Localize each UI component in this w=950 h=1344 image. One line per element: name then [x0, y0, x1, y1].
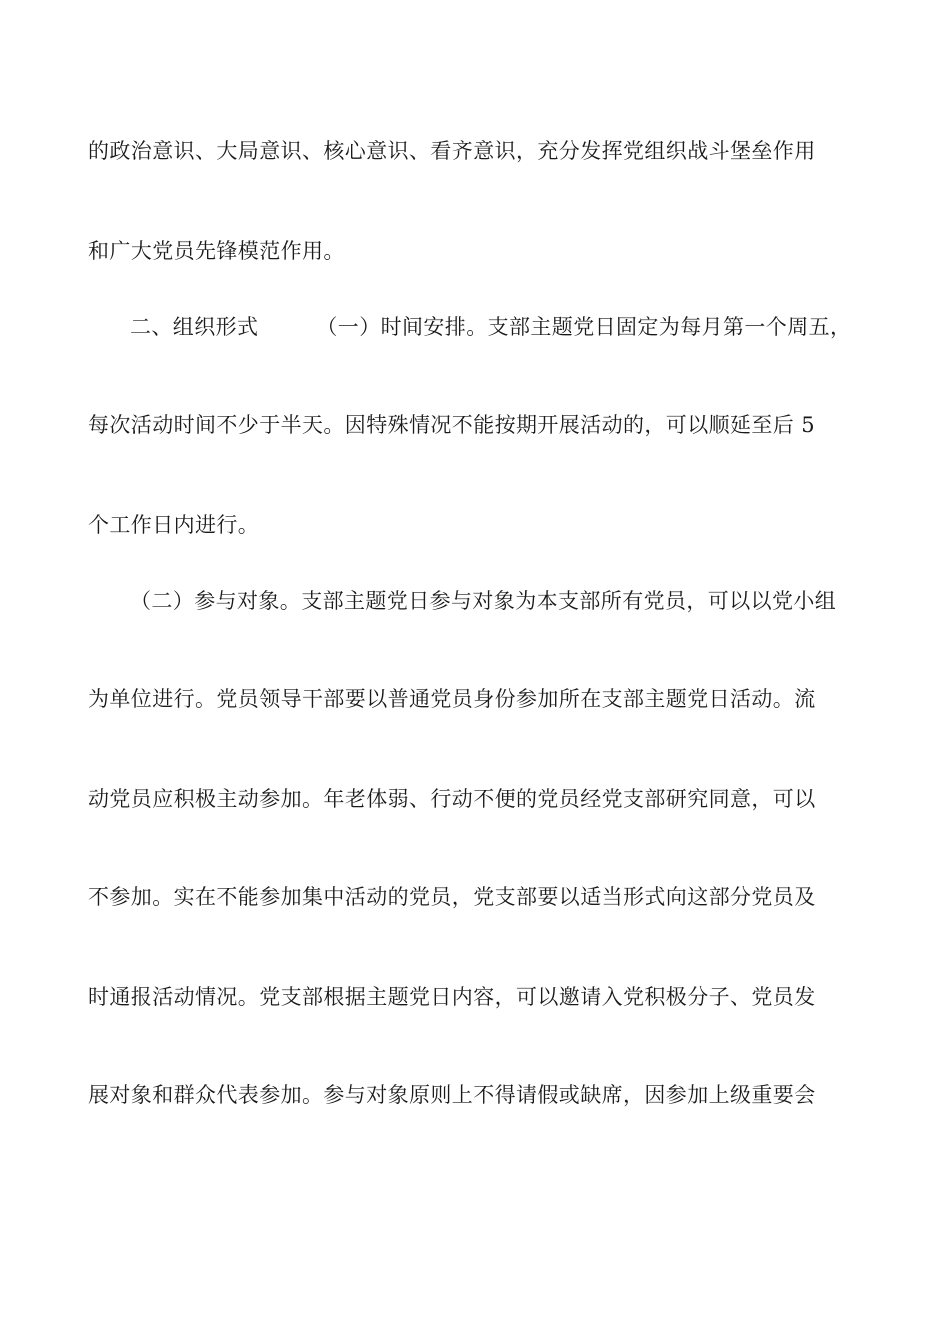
paragraph-line-4: 个工作日内进行。: [88, 513, 260, 537]
paragraph-line-5: （二）参与对象。支部主题党日参与对象为本支部所有党员，可以以党小组: [130, 589, 837, 613]
paragraph-line-6: 为单位进行。党员领导干部要以普通党员身份参加所在支部主题党日活动。流: [88, 687, 816, 711]
paragraph-line-8: 不参加。实在不能参加集中活动的党员，党支部要以适当形式向这部分党员及: [88, 885, 816, 909]
section-heading-line: [130, 312, 905, 342]
paragraph-line-7: 动党员应积极主动参加。年老体弱、行动不便的党员经党支部研究同意，可以: [88, 787, 816, 811]
paragraph-line-9: 时通报活动情况。党支部根据主题党日内容，可以邀请入党积极分子、党员发: [88, 985, 816, 1009]
paragraph-line-10: 展对象和群众代表参加。参与对象原则上不得请假或缺席，因参加上级重要会: [88, 1083, 816, 1107]
paragraph-line-2: 和广大党员先锋模范作用。: [88, 239, 345, 263]
paragraph-line-1: 的政治意识、大局意识、核心意识、看齐意识，充分发挥党组织战斗堡垒作用: [88, 139, 816, 163]
paragraph-line-3: 每次活动时间不少于半天。因特殊情况不能按期开展活动的，可以顺延至后 5: [88, 413, 816, 437]
section-heading: 二、组织形式: [130, 315, 259, 339]
time-arrangement-text: （一）时间安排。支部主题党日固定为每月第一个周五，: [316, 315, 852, 339]
